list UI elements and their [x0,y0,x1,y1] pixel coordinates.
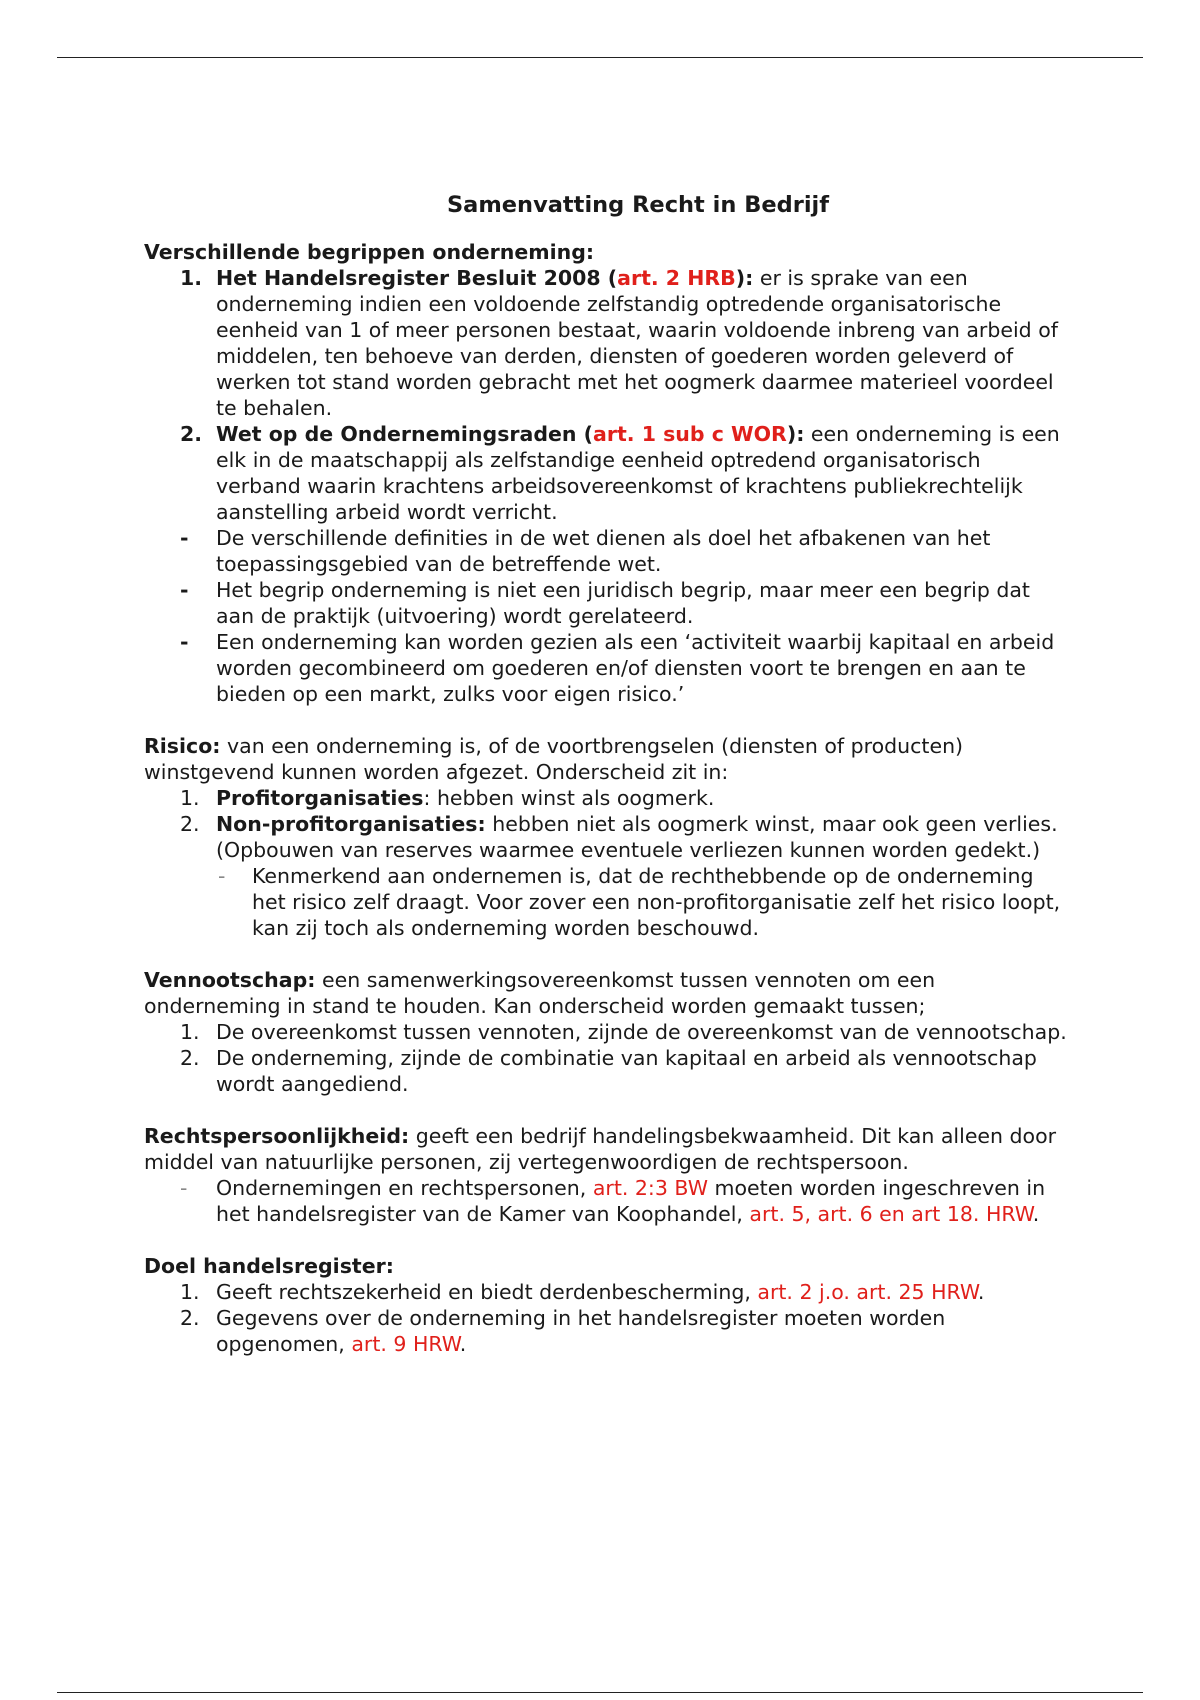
bullet-marker: - [180,1176,188,1200]
list-marker: 2. [180,1046,200,1070]
bullet-item [144,1175,1069,1227]
document-body [144,239,1069,1357]
list-marker: 2. [180,422,203,446]
law-reference: art. 1 sub c WOR [593,422,787,446]
list-marker: 1. [180,786,200,810]
paragraph-rechtspersoonlijkheid [144,1123,1069,1175]
item-text: Gegevens over de onderneming in het handelsregister moeten worden opgenomen, [216,1306,946,1356]
bullet-item [144,525,1069,577]
header-rule [57,57,1143,58]
list-item [144,811,1069,863]
list-item [144,421,1069,525]
bullet-marker: - [180,578,189,602]
law-reference: art. 2 HRB [617,266,736,290]
term-end: ): [786,422,805,446]
list-marker: 2. [180,1306,200,1330]
term: Non-profitorganisaties: [216,812,486,836]
law-reference: art. 9 HRW [351,1332,460,1356]
bullet-text: Ondernemingen en rechtspersonen, [216,1176,593,1200]
list-marker: 1. [180,1020,200,1044]
list-marker: 2. [180,812,200,836]
item-text: : hebben winst als oogmerk. [423,786,715,810]
list-item [144,1019,1069,1045]
bullet-text: . [1032,1202,1040,1226]
sub-bullet-item [144,863,1069,941]
bullet-text: Het begrip onderneming is niet een juridisch begrip, maar meer een begrip dat aan de praktijk (uitvoering) wordt gerelateerd. [216,578,1030,628]
bullet-marker: - [180,526,189,550]
list-marker: 1. [180,1280,200,1304]
list-marker: 1. [180,266,203,290]
bullet-item [144,577,1069,629]
list-item [144,1305,1069,1357]
bullet-text: De verschillende definities in de wet dienen als doel het afbakenen van het toepassingsgebied van de betreffende wet. [216,526,991,576]
bullet-text: Een onderneming kan worden gezien als een ‘activiteit waarbij kapitaal en arbeid worden gecombineerd om goederen en/of diensten voort te brengen en aan te bieden op een markt, zulks voor eigen risico.’ [216,630,1055,706]
paragraph-text: een samenwerkingsovereenkomst tussen vennoten om een onderneming in stand te houden. Kan onderscheid worden gemaakt tussen; [144,968,936,1018]
law-reference: art. 2:3 BW [592,1176,709,1200]
list-item [144,1279,1069,1305]
footer-rule [57,1692,1143,1693]
document-title: Samenvatting Recht in Bedrijf [446,192,830,218]
item-text: Geeft rechtszekerheid en biedt derdenbescherming, [216,1280,758,1304]
law-reference: art. 2 j.o. art. 25 HRW [757,1280,978,1304]
item-text: De overeenkomst tussen vennoten, zijnde de overeenkomst van de vennootschap. [216,1020,1067,1044]
term-end: ): [735,266,754,290]
law-reference: art. 5, art. 6 en art 18. HRW [749,1202,1033,1226]
term-rechtspersoonlijkheid: Rechtspersoonlijkheid: [144,1124,410,1148]
paragraph-vennootschap [144,967,1069,1019]
bullet-marker: - [180,630,189,654]
list-item [144,785,1069,811]
item-text: er is sprake van een onderneming indien een voldoende zelfstandig optredende organisatorische eenheid van 1 of meer personen bestaat, waarin voldoende inbreng van arbeid of middelen, ten behoeve van derden, diensten of goederen worden geleverd of werken tot stand worden gebracht met het oogmerk daarmee materieel voordeel te behalen. [216,266,1058,420]
bullet-text: moeten worden ingeschreven in het handelsregister van de Kamer van Koophandel, [216,1176,1046,1226]
item-text-end: . [977,1280,985,1304]
term-risico: Risico: [144,734,221,758]
term-vennootschap: Vennootschap: [144,968,316,992]
term: Profitorganisaties [216,786,424,810]
paragraph-text: van een onderneming is, of de voortbrengselen (diensten of producten) winstgevend kunnen worden afgezet. Onderscheid zit in: [144,734,964,784]
item-text: De onderneming, zijnde de combinatie van kapitaal en arbeid als vennootschap wordt aangediend. [216,1046,1037,1096]
paragraph-text: geeft een bedrijf handelingsbekwaamheid. Dit kan alleen door middel van natuurlijke personen, zij vertegenwoordigen de rechtspersoon. [144,1124,1057,1174]
sub-bullet-text: Kenmerkend aan ondernemen is, dat de rechthebbende op de onderneming het risico zelf draagt. Voor zover een non-profitorganisatie zelf het risico loopt, kan zij toch als onderneming worden beschouwd. [252,864,1061,940]
section-heading-begrippen: Verschillende begrippen onderneming: [144,240,595,264]
section-heading-handelsregister: Doel handelsregister: [144,1254,394,1278]
list-item [144,265,1069,421]
sub-bullet-marker: - [218,864,226,888]
term: Het Handelsregister Besluit 2008 ( [216,266,618,290]
item-text: een onderneming is een elk in de maatschappij als zelfstandige eenheid optredend organisatorisch verband waarin krachtens arbeidsovereenkomst of krachtens publiekrechtelijk aanstelling arbeid wordt verricht. [216,422,1060,524]
item-text-end: . [459,1332,467,1356]
paragraph-risico [144,733,1069,785]
item-text: hebben niet als oogmerk winst, maar ook geen verlies. (Opbouwen van reserves waarmee eventuele verliezen kunnen worden gedekt.) [216,812,1058,862]
list-item [144,1045,1069,1097]
term: Wet op de Ondernemingsraden ( [216,422,594,446]
bullet-item [144,629,1069,707]
